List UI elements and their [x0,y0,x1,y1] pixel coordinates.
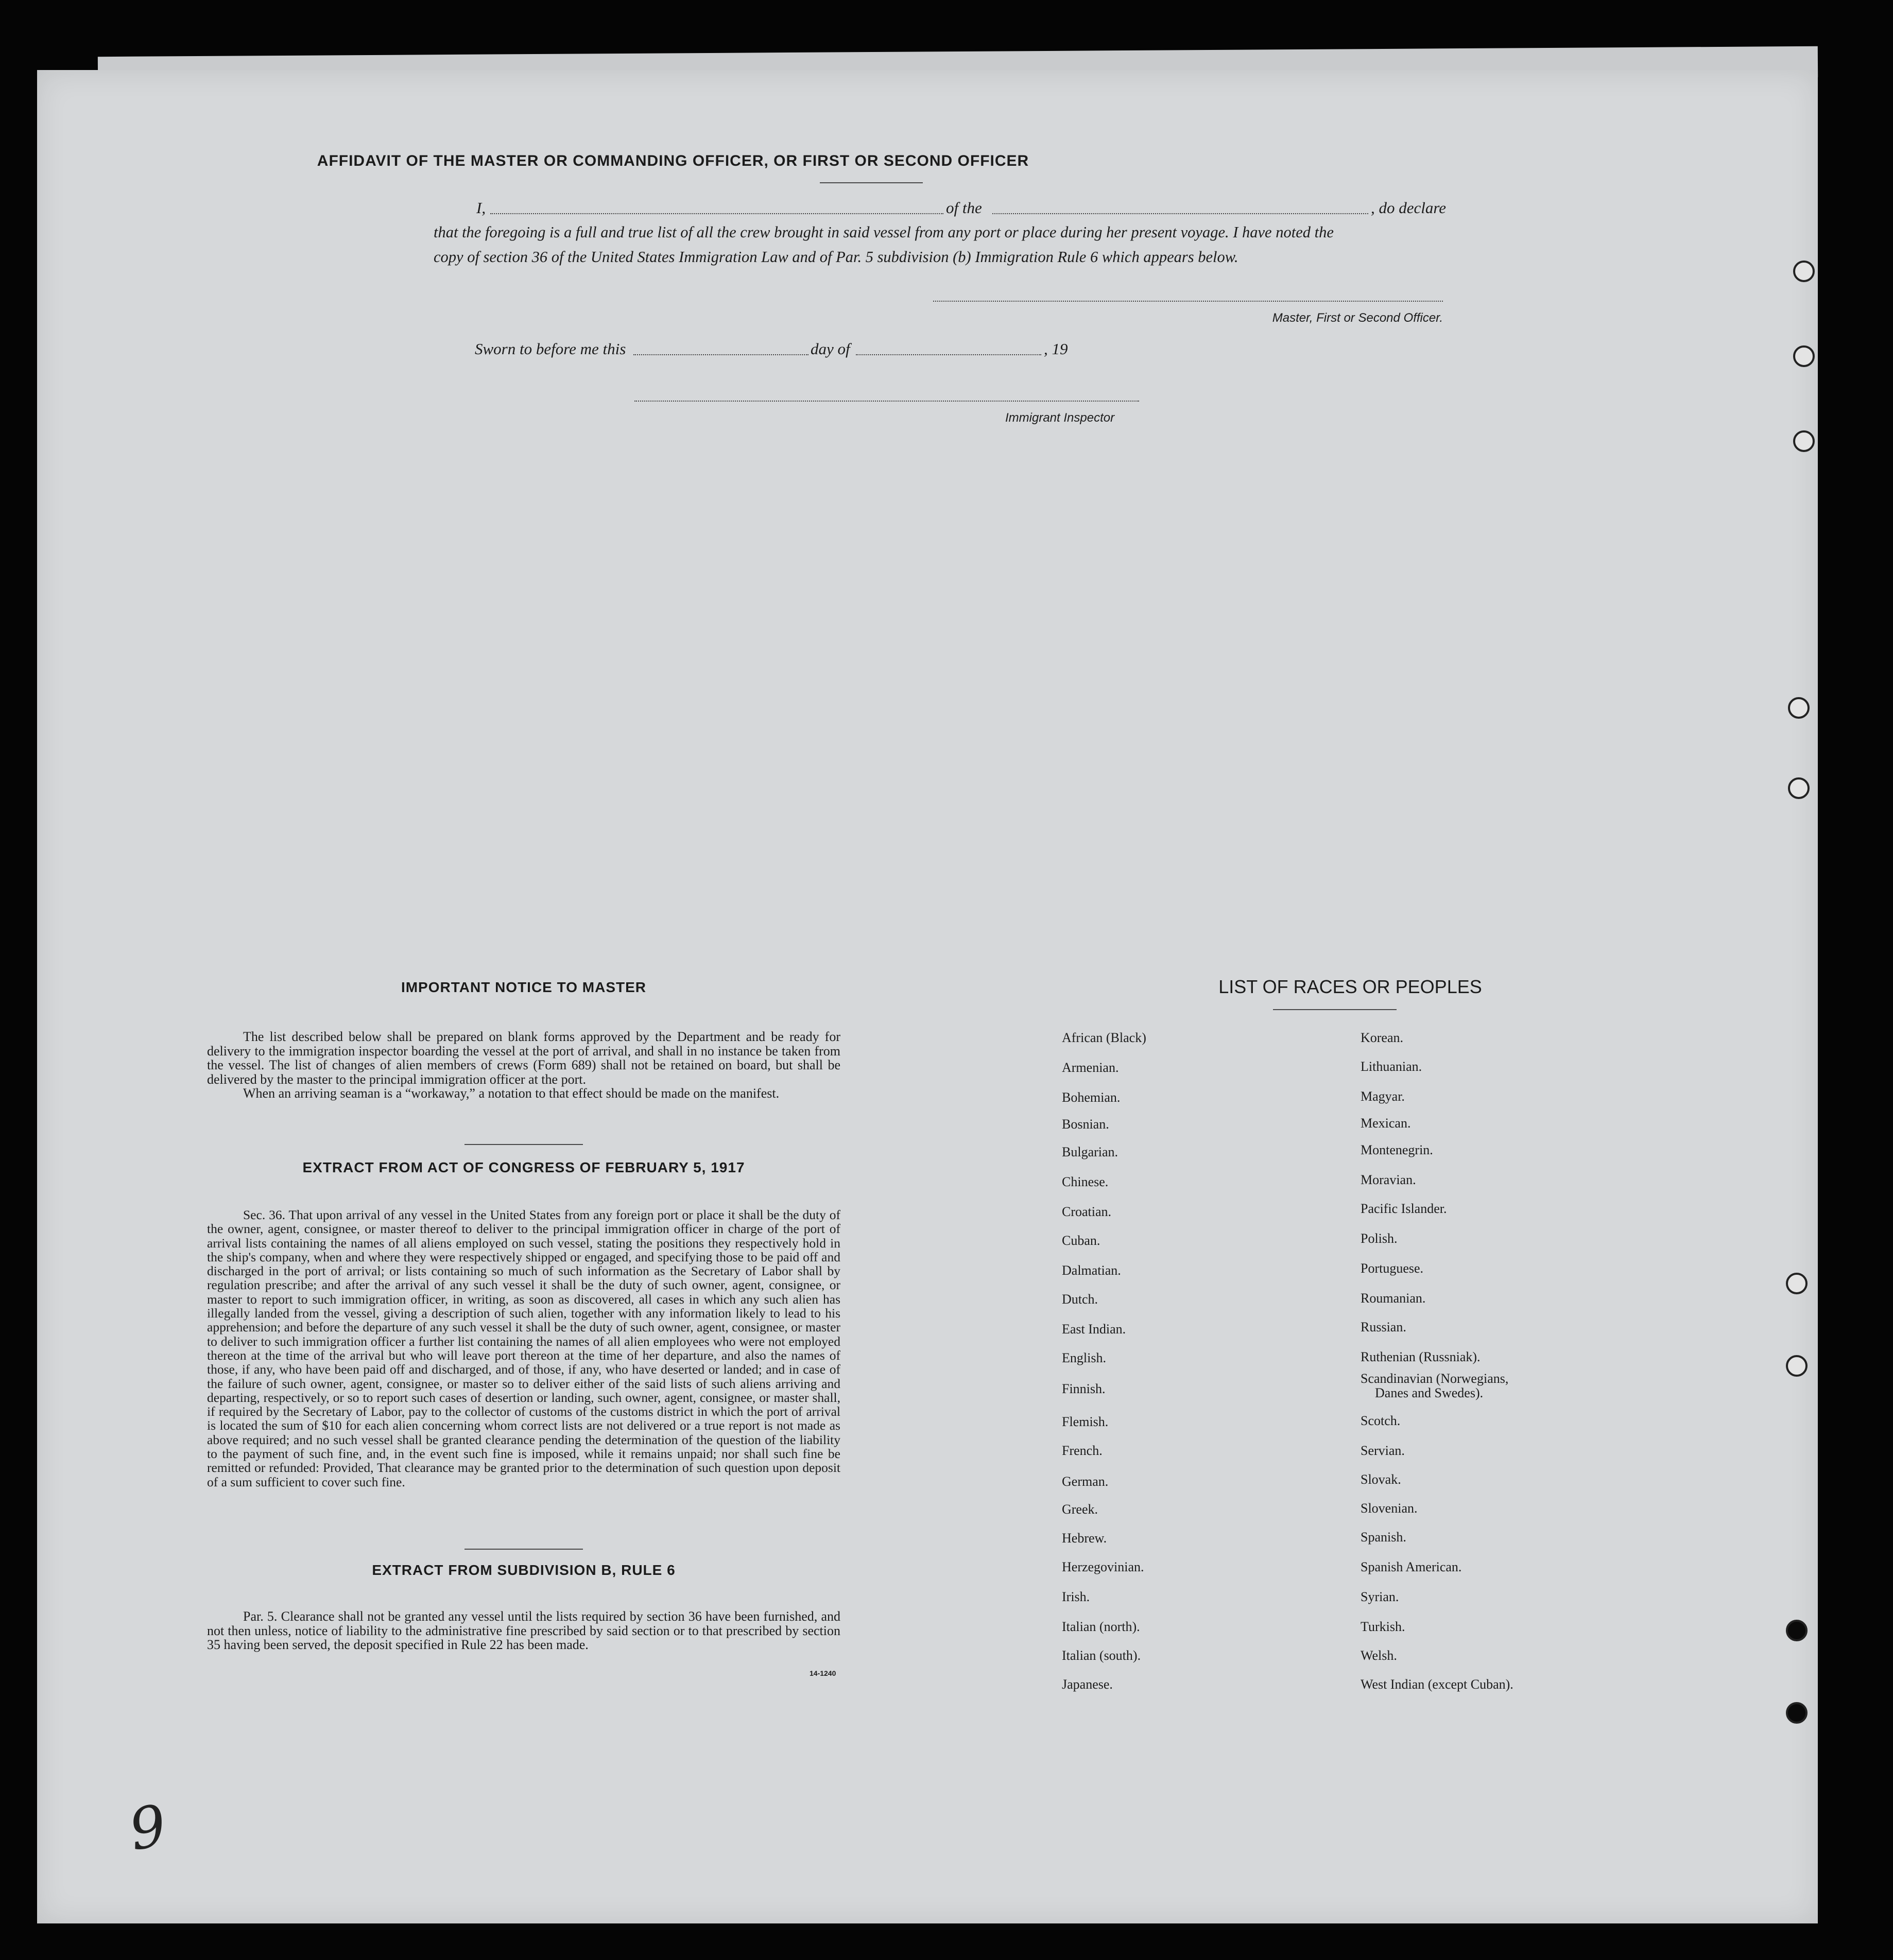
race-item: Korean. [1361,1030,1404,1045]
name-line[interactable] [490,213,943,214]
race-item: West Indian (except Cuban). [1361,1677,1513,1692]
act-title: EXTRACT FROM ACT OF CONGRESS OF FEBRUARY 5, 1917 [302,1159,745,1175]
year-label: , 19 [1044,340,1068,358]
race-item: Bohemian. [1062,1090,1121,1105]
affidavit-title: AFFIDAVIT OF THE MASTER OR COMMANDING OFFICER, OR FIRST OR SECOND OFFICER [317,152,1029,169]
race-item: German. [1062,1474,1109,1489]
race-item: Syrian. [1361,1589,1399,1604]
binder-hole [1786,1702,1808,1724]
race-item: Servian. [1361,1443,1405,1458]
race-item: Armenian. [1062,1060,1119,1075]
race-item: Portuguese. [1361,1261,1424,1276]
binder-hole [1793,345,1815,367]
notice-body [207,1030,840,1101]
race-item: Spanish American. [1361,1559,1462,1574]
binder-hole [1793,261,1815,282]
race-item: Dutch. [1062,1292,1098,1307]
race-item: Spanish. [1361,1530,1406,1545]
day-of-label: day of [811,340,850,358]
race-item: Scotch. [1361,1413,1401,1428]
race-item: Slovak. [1361,1472,1401,1487]
race-item: English. [1062,1350,1106,1365]
races-rule [1273,1009,1397,1010]
notice-rule [464,1144,583,1145]
title-rule [820,182,923,183]
race-item: Bulgarian. [1062,1144,1118,1159]
race-item: Ruthenian (Russniak). [1361,1349,1481,1364]
race-item: African (Black) [1062,1030,1146,1045]
race-item: Herzegovinian. [1062,1559,1144,1574]
binder-hole [1788,777,1810,799]
race-item: Croatian. [1062,1204,1112,1219]
binder-hole [1793,430,1815,452]
race-item: Bosnian. [1062,1117,1109,1132]
race-item: Dalmatian. [1062,1263,1121,1278]
notice-paragraph: When an arriving seaman is a “workaway,” a notation to that effect should be made on the manifest. [243,1086,780,1101]
affidavit-line-2: that the foregoing is a full and true list of all the crew brought in said vessel from any port or place during her present voyage. I have noted the [434,223,1334,241]
signature-line[interactable] [933,301,1443,302]
affidavit-of-the-label: of the [946,199,982,217]
sheet-number: 9 [124,1792,171,1864]
rule6-text: Par. 5. Clearance shall not be granted any vessel until the lists required by section 36 have been furnished, and not then unless, notice of liability to the administrative fine prescribed by said section or to that prescribed by section 35 having been served, the deposit specified in Rule 22 has been made. [207,1609,840,1652]
race-item: Italian (north). [1062,1619,1140,1634]
binder-hole [1786,1273,1808,1294]
race-item: Irish. [1062,1589,1090,1604]
race-item: East Indian. [1062,1322,1126,1337]
race-item: Roumanian. [1361,1291,1426,1306]
race-item: Finnish. [1062,1381,1106,1396]
inspector-line[interactable] [634,401,1139,402]
binder-hole [1786,1620,1808,1641]
race-item: Magyar. [1361,1089,1405,1104]
month-line[interactable] [856,354,1041,355]
race-item: Hebrew. [1062,1531,1107,1546]
race-item: Greek. [1062,1502,1098,1517]
notice-paragraph: The list described below shall be prepared on blank forms approved by the Department and be ready for delivery to the immigration inspector boarding the vessel at the port of arrival, and shall in no instance be taken from the vessel. The list of changes of alien members of crews (Form 689) shall not be retained on board, but shall be delivered by the master to the principal immigration officer at the port. [207,1029,840,1087]
race-item: Mexican. [1361,1116,1411,1131]
race-item: Japanese. [1062,1677,1113,1692]
act-text: Sec. 36. That upon arrival of any vessel in the United States from any foreign port or place it shall be the duty of the owner, agent, consignee, or master thereof to deliver to the principal immigration officer in charge of the port of arrival lists containing the names of all aliens employed on such vessel, stating the positions they respectively hold in the ship's company, when and where they were respectively shipped or engaged, and specifying those to be paid off and discharged in the port of arrival; or lists containing so much of such information as the Secretary of Labor shall by regulation prescribe; and after the arrival of any such vessel it shall be the duty of such owner, agent, consignee, or master to report to such immigration officer, in writing, as soon as discovered, all cases in which any such alien has illegally landed from the vessel, giving a description of such alien, together with any information likely to lead to his apprehension; and before the departure of any such vessel it shall be the duty of such owner, agent, consignee, or master to deliver to such immigration officer a further list containing the names of all alien employees who were not employed thereon at the time of the arrival but who will leave port thereon at the time of her departure, and also the names of those, if any, who have been paid off and discharged, and of those, if any, who have deserted or landed; and in case of the failure of such owner, agent, consignee, or master so to deliver either of the said lists of such aliens arriving and departing, respectively, or so to report such cases of desertion or landing, such owner, agent, consignee, or master shall, if required by the Secretary of Labor, pay to the collector of customs of the customs district in which the port of arrival is located the sum of $10 for each alien concerning whom correct lists are not delivered or a true report is not made as above required; and no such vessel shall be granted clearance pending the determination of the question of the liability to the payment of such fine, and, in the event such fine is imposed, while it remains unpaid; nor shall such fine be remitted or refunded: Provided, That clearance may be granted prior to the determination of such question upon deposit of a sum sufficient to cover such fine. [207,1207,840,1489]
race-item: Pacific Islander. [1361,1201,1447,1216]
race-item: Italian (south). [1062,1648,1141,1663]
race-item: Moravian. [1361,1172,1416,1187]
binder-hole [1788,697,1810,719]
document-page [37,70,1818,1923]
race-item: Chinese. [1062,1174,1109,1189]
vessel-line[interactable] [992,213,1368,214]
race-item: Slovenian. [1361,1501,1418,1516]
affidavit-do-declare: , do declare [1371,199,1447,217]
race-item: Montenegrin. [1361,1142,1433,1157]
notice-title: IMPORTANT NOTICE TO MASTER [401,979,647,995]
act-body [207,1208,840,1489]
race-item: Cuban. [1062,1233,1100,1248]
race-item: Danes and Swedes). [1375,1385,1484,1400]
races-title: LIST OF RACES OR PEOPLES [1218,976,1482,997]
inspector-caption: Immigrant Inspector [1005,411,1115,425]
form-number: 14-1240 [810,1669,836,1677]
rule6-body [207,1609,840,1652]
race-item: Lithuanian. [1361,1059,1422,1074]
race-item: French. [1062,1443,1103,1458]
affidavit-i-label: I, [476,199,486,217]
act-rule [464,1549,583,1550]
affidavit-line-3: copy of section 36 of the United States Immigration Law and of Par. 5 subdivision (b) Immigration Rule 6 which appears below. [434,248,1238,266]
race-item: Russian. [1361,1320,1406,1334]
race-item: Turkish. [1361,1619,1405,1634]
rule6-title: EXTRACT FROM SUBDIVISION B, RULE 6 [372,1562,676,1578]
sworn-label: Sworn to before me this [475,340,626,358]
race-item: Scandinavian (Norwegians, [1361,1371,1509,1386]
race-item: Welsh. [1361,1648,1397,1663]
race-item: Flemish. [1062,1414,1109,1429]
race-item: Polish. [1361,1231,1398,1246]
day-line[interactable] [633,354,808,355]
signature-caption: Master, First or Second Officer. [1272,311,1443,325]
binder-hole [1786,1355,1808,1377]
